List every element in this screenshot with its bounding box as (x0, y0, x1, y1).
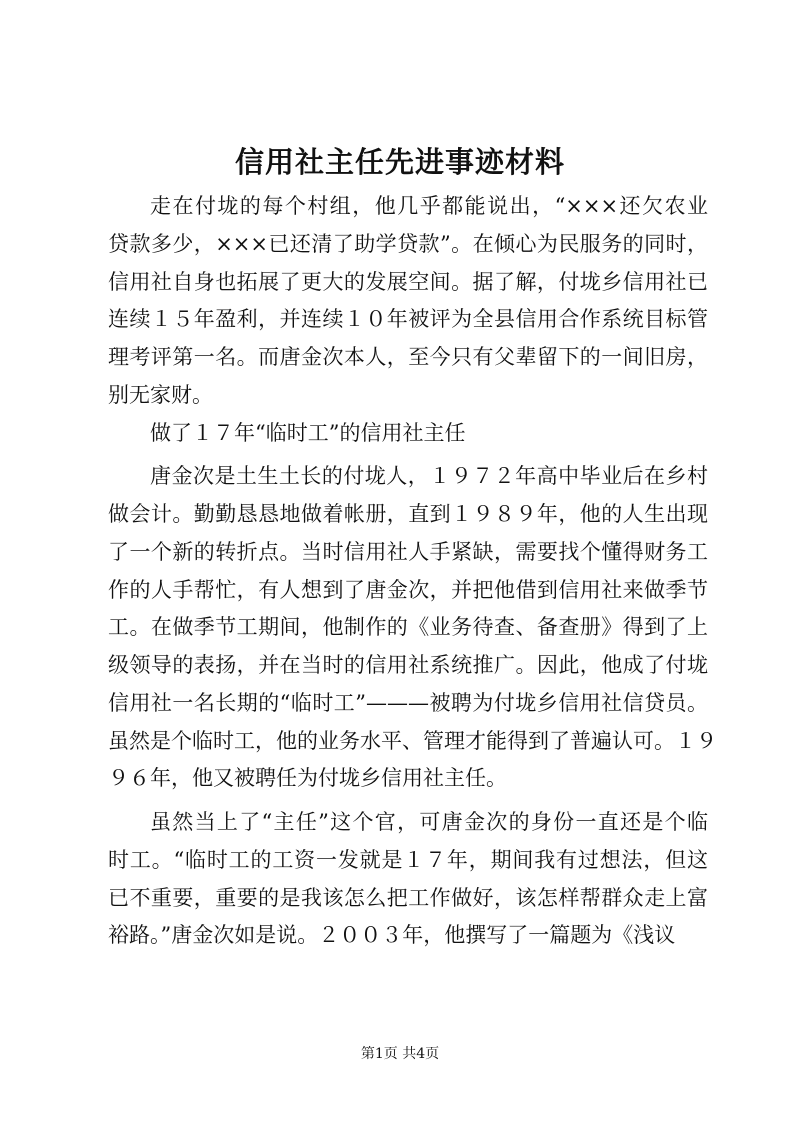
paragraph (108, 458, 717, 798)
paragraph-line: 做了１７年“临时工”的信用社主任 (150, 420, 466, 445)
paragraph-line: 时工。“临时工的工资一发就是１７年，期间我有过想法，但这 (108, 847, 708, 872)
paragraph-line: 走在付垅的每个村组，他几乎都能说出，“×××还欠农业 (150, 194, 708, 218)
paragraph-line: 已不重要，重要的是我该怎么把工作做好，该怎样帮群众走上富 (108, 885, 708, 910)
paragraph-line: 信用社自身也拓展了更大的发展空间。据了解，付垅乡信用社已 (108, 269, 708, 294)
paragraph-line: 级领导的表扬，并在当时的信用社系统推广。因此，他成了付垅 (108, 653, 708, 677)
paragraph-line: 作的人手帮忙，有人想到了唐金次，并把他借到信用社来做季节 (108, 577, 708, 602)
paragraph-line: 了一个新的转折点。当时信用社人手紧缺，需要找个懂得财务工 (108, 539, 708, 564)
paragraph-line: 虽然当上了“主任”这个官，可唐金次的身份一直还是个临 (150, 810, 708, 834)
paragraph-line: 唐金次是土生土长的付垅人，１９７２年高中毕业后在乡村 (150, 464, 708, 489)
paragraph-line: 做会计。勤勤恳恳地做着帐册，直到１９８９年，他的人生出现 (108, 502, 708, 526)
paragraph-line: 贷款多少，×××已还清了助学贷款”。在倾心为民服务的同时， (108, 231, 708, 256)
page-footer: 第1页 共4页 (360, 1046, 440, 1062)
paragraph-line: 理考评第一名。而唐金次本人，至今只有父辈留下的一间旧房， (108, 345, 708, 369)
paragraph-line: ９６年，他又被聘任为付垅乡信用社主任。 (108, 766, 507, 791)
paragraph-line: 工。在做季节工期间，他制作的《业务待查、备查册》得到了上 (108, 615, 708, 640)
document-title: 信用社主任先进事迹材料 (234, 145, 565, 179)
paragraph (108, 804, 708, 955)
document-body (108, 188, 717, 955)
paragraph-line: 别无家财。 (108, 382, 213, 407)
paragraph-line: 虽然是个临时工，他的业务水平、管理才能得到了普遍认可。１９ (108, 728, 717, 753)
paragraph-line: 裕路。”唐金次如是说。２００３年，他撰写了一篇题为《浅议 (108, 923, 676, 948)
paragraph (108, 188, 708, 415)
paragraph (108, 415, 708, 453)
paragraph-line: 连续１５年盈利，并连续１０年被评为全县信用合作系统目标管 (108, 307, 708, 332)
paragraph-line: 信用社一名长期的“临时工”———被聘为付垅乡信用社信贷员。 (108, 690, 708, 715)
